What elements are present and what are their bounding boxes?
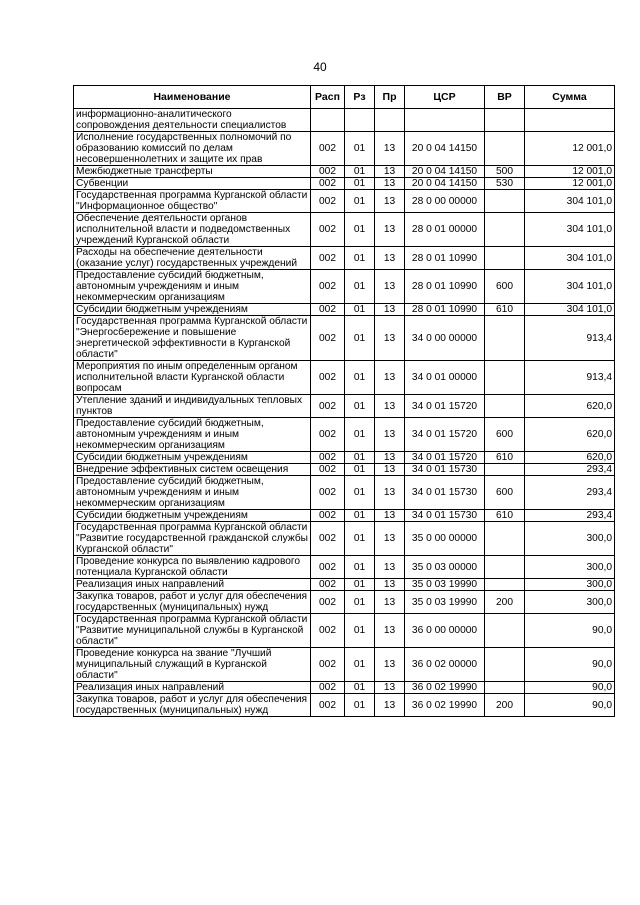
cell-name: Субсидии бюджетным учреждениям — [74, 304, 311, 316]
cell-name: Государственная программа Курганской области "Развитие государственной гражданской службы Курганской области" — [74, 522, 311, 556]
cell-pr: 13 — [375, 178, 405, 190]
table-row — [74, 132, 615, 166]
cell-csr: 34 0 01 00000 — [405, 361, 485, 395]
cell-rasp: 002 — [311, 464, 345, 476]
cell-pr: 13 — [375, 556, 405, 579]
cell-rz: 01 — [345, 579, 375, 591]
column-header-rz: Рз — [345, 86, 375, 109]
cell-rasp: 002 — [311, 522, 345, 556]
cell-csr: 34 0 01 15730 — [405, 510, 485, 522]
cell-vr: 610 — [485, 304, 525, 316]
cell-csr: 35 0 03 19990 — [405, 579, 485, 591]
cell-vr — [485, 648, 525, 682]
cell-name: Обеспечение деятельности органов исполнительной власти и подведомственных учреждений Курганской области — [74, 213, 311, 247]
cell-pr: 13 — [375, 452, 405, 464]
cell-rasp: 002 — [311, 614, 345, 648]
page-number: 40 — [313, 60, 327, 74]
cell-vr: 600 — [485, 476, 525, 510]
cell-vr: 530 — [485, 178, 525, 190]
cell-sum: 620,0 — [525, 418, 615, 452]
cell-csr: 20 0 04 14150 — [405, 178, 485, 190]
cell-rz — [345, 109, 375, 132]
cell-pr: 13 — [375, 247, 405, 270]
cell-rasp: 002 — [311, 648, 345, 682]
cell-sum: 300,0 — [525, 591, 615, 614]
cell-rasp: 002 — [311, 132, 345, 166]
cell-rasp: 002 — [311, 178, 345, 190]
cell-pr: 13 — [375, 591, 405, 614]
cell-csr: 20 0 04 14150 — [405, 132, 485, 166]
cell-sum: 12 001,0 — [525, 132, 615, 166]
cell-sum: 90,0 — [525, 614, 615, 648]
cell-csr: 28 0 01 10990 — [405, 270, 485, 304]
cell-rz: 01 — [345, 591, 375, 614]
cell-rz: 01 — [345, 270, 375, 304]
cell-vr — [485, 614, 525, 648]
cell-name: Межбюджетные трансферты — [74, 166, 311, 178]
cell-pr: 13 — [375, 614, 405, 648]
cell-vr: 200 — [485, 694, 525, 717]
cell-vr: 500 — [485, 166, 525, 178]
cell-csr: 28 0 01 10990 — [405, 247, 485, 270]
cell-vr: 610 — [485, 452, 525, 464]
cell-csr: 36 0 02 19990 — [405, 682, 485, 694]
cell-sum: 90,0 — [525, 648, 615, 682]
cell-rz: 01 — [345, 556, 375, 579]
cell-rz: 01 — [345, 694, 375, 717]
cell-csr — [405, 109, 485, 132]
table-row — [74, 316, 615, 361]
table-row — [74, 270, 615, 304]
cell-vr — [485, 109, 525, 132]
cell-name: Расходы на обеспечение деятельности (оказание услуг) государственных учреждений — [74, 247, 311, 270]
cell-sum: 12 001,0 — [525, 178, 615, 190]
cell-vr — [485, 464, 525, 476]
cell-vr — [485, 556, 525, 579]
column-header-vr: ВР — [485, 86, 525, 109]
cell-pr: 13 — [375, 476, 405, 510]
cell-vr — [485, 213, 525, 247]
table-body — [74, 109, 615, 717]
cell-csr: 28 0 01 00000 — [405, 213, 485, 247]
table-row — [74, 418, 615, 452]
cell-rz: 01 — [345, 361, 375, 395]
cell-sum: 300,0 — [525, 522, 615, 556]
cell-pr: 13 — [375, 418, 405, 452]
cell-sum: 300,0 — [525, 579, 615, 591]
cell-sum: 304 101,0 — [525, 304, 615, 316]
column-header-rasp: Расп — [311, 86, 345, 109]
cell-name: Утепление зданий и индивидуальных тепловых пунктов — [74, 395, 311, 418]
cell-name: информационно-аналитического сопровождения деятельности специалистов — [74, 109, 311, 132]
table-row — [74, 682, 615, 694]
table-row — [74, 178, 615, 190]
cell-rz: 01 — [345, 682, 375, 694]
cell-name: Государственная программа Курганской области "Энергосбережение и повышение энергетической эффективности в Курганской области" — [74, 316, 311, 361]
cell-csr: 35 0 00 00000 — [405, 522, 485, 556]
cell-sum: 293,4 — [525, 510, 615, 522]
cell-pr: 13 — [375, 682, 405, 694]
cell-sum: 620,0 — [525, 395, 615, 418]
cell-pr: 13 — [375, 316, 405, 361]
cell-name: Проведение конкурса по выявлению кадрового потенциала Курганской области — [74, 556, 311, 579]
table-row — [74, 213, 615, 247]
cell-csr: 35 0 03 19990 — [405, 591, 485, 614]
column-header-pr: Пр — [375, 86, 405, 109]
cell-name: Реализация иных направлений — [74, 579, 311, 591]
cell-rz: 01 — [345, 178, 375, 190]
cell-sum: 304 101,0 — [525, 270, 615, 304]
cell-pr — [375, 109, 405, 132]
table-row — [74, 510, 615, 522]
table-row — [74, 395, 615, 418]
cell-rasp: 002 — [311, 395, 345, 418]
cell-rasp: 002 — [311, 418, 345, 452]
cell-vr — [485, 132, 525, 166]
cell-rasp: 002 — [311, 694, 345, 717]
cell-rz: 01 — [345, 166, 375, 178]
cell-rz: 01 — [345, 304, 375, 316]
cell-sum: 304 101,0 — [525, 213, 615, 247]
cell-sum: 293,4 — [525, 464, 615, 476]
cell-csr: 20 0 04 14150 — [405, 166, 485, 178]
cell-vr — [485, 522, 525, 556]
cell-rz: 01 — [345, 316, 375, 361]
cell-csr: 34 0 01 15720 — [405, 418, 485, 452]
cell-pr: 13 — [375, 304, 405, 316]
cell-rasp: 002 — [311, 556, 345, 579]
cell-csr: 34 0 01 15720 — [405, 452, 485, 464]
cell-vr: 200 — [485, 591, 525, 614]
cell-vr — [485, 579, 525, 591]
cell-sum: 12 001,0 — [525, 166, 615, 178]
cell-sum: 304 101,0 — [525, 190, 615, 213]
cell-pr: 13 — [375, 270, 405, 304]
cell-rz: 01 — [345, 510, 375, 522]
cell-name: Государственная программа Курганской области "Информационное общество" — [74, 190, 311, 213]
column-header-csr: ЦСР — [405, 86, 485, 109]
table-row — [74, 464, 615, 476]
cell-rasp: 002 — [311, 452, 345, 464]
table-row — [74, 452, 615, 464]
cell-rz: 01 — [345, 395, 375, 418]
table-row — [74, 361, 615, 395]
table-row — [74, 247, 615, 270]
cell-name: Закупка товаров, работ и услуг для обеспечения государственных (муниципальных) нужд — [74, 694, 311, 717]
cell-csr: 36 0 00 00000 — [405, 614, 485, 648]
cell-vr — [485, 247, 525, 270]
cell-rasp — [311, 109, 345, 132]
cell-vr: 600 — [485, 270, 525, 304]
table-row — [74, 591, 615, 614]
cell-rz: 01 — [345, 247, 375, 270]
cell-sum: 300,0 — [525, 556, 615, 579]
table-row — [74, 476, 615, 510]
cell-pr: 13 — [375, 648, 405, 682]
cell-pr: 13 — [375, 166, 405, 178]
cell-pr: 13 — [375, 213, 405, 247]
cell-name: Мероприятия по иным определенным органом исполнительной власти Курганской области вопросам — [74, 361, 311, 395]
cell-vr: 600 — [485, 418, 525, 452]
cell-csr: 28 0 01 10990 — [405, 304, 485, 316]
cell-sum: 913,4 — [525, 361, 615, 395]
cell-vr — [485, 190, 525, 213]
cell-rz: 01 — [345, 614, 375, 648]
cell-name: Внедрение эффективных систем освещения — [74, 464, 311, 476]
cell-rz: 01 — [345, 476, 375, 510]
cell-name: Субсидии бюджетным учреждениям — [74, 452, 311, 464]
table-row — [74, 522, 615, 556]
cell-sum: 304 101,0 — [525, 247, 615, 270]
cell-rz: 01 — [345, 522, 375, 556]
table-row — [74, 190, 615, 213]
cell-rasp: 002 — [311, 682, 345, 694]
cell-rasp: 002 — [311, 510, 345, 522]
cell-name: Закупка товаров, работ и услуг для обеспечения государственных (муниципальных) нужд — [74, 591, 311, 614]
cell-pr: 13 — [375, 694, 405, 717]
cell-pr: 13 — [375, 522, 405, 556]
cell-sum: 913,4 — [525, 316, 615, 361]
cell-pr: 13 — [375, 510, 405, 522]
cell-vr — [485, 361, 525, 395]
cell-vr — [485, 682, 525, 694]
cell-vr — [485, 395, 525, 418]
cell-rz: 01 — [345, 132, 375, 166]
column-header-sum: Сумма — [525, 86, 615, 109]
table-header-row — [74, 86, 615, 109]
cell-csr: 36 0 02 19990 — [405, 694, 485, 717]
cell-sum: 90,0 — [525, 682, 615, 694]
cell-name: Субвенции — [74, 178, 311, 190]
cell-pr: 13 — [375, 464, 405, 476]
cell-vr — [485, 316, 525, 361]
cell-name: Проведение конкурса на звание "Лучший муниципальный служащий в Курганской области" — [74, 648, 311, 682]
cell-rasp: 002 — [311, 213, 345, 247]
cell-rasp: 002 — [311, 270, 345, 304]
table-row — [74, 579, 615, 591]
table-row — [74, 648, 615, 682]
cell-csr: 35 0 03 00000 — [405, 556, 485, 579]
cell-pr: 13 — [375, 579, 405, 591]
cell-name: Субсидии бюджетным учреждениям — [74, 510, 311, 522]
cell-csr: 34 0 01 15730 — [405, 464, 485, 476]
cell-rz: 01 — [345, 464, 375, 476]
cell-name: Предоставление субсидий бюджетным, автономным учреждениям и иным некоммерческим организациям — [74, 270, 311, 304]
cell-name: Государственная программа Курганской области "Развитие муниципальной службы в Курганской области" — [74, 614, 311, 648]
table-row — [74, 166, 615, 178]
cell-rasp: 002 — [311, 304, 345, 316]
cell-rasp: 002 — [311, 166, 345, 178]
cell-pr: 13 — [375, 361, 405, 395]
table-row — [74, 556, 615, 579]
cell-rz: 01 — [345, 190, 375, 213]
cell-pr: 13 — [375, 395, 405, 418]
cell-rz: 01 — [345, 213, 375, 247]
cell-name: Реализация иных направлений — [74, 682, 311, 694]
cell-csr: 34 0 00 00000 — [405, 316, 485, 361]
cell-rasp: 002 — [311, 579, 345, 591]
cell-sum: 90,0 — [525, 694, 615, 717]
cell-sum: 293,4 — [525, 476, 615, 510]
table-row — [74, 614, 615, 648]
cell-csr: 34 0 01 15720 — [405, 395, 485, 418]
cell-rasp: 002 — [311, 316, 345, 361]
cell-csr: 34 0 01 15730 — [405, 476, 485, 510]
column-header-name: Наименование — [74, 86, 311, 109]
table-row — [74, 694, 615, 717]
cell-rasp: 002 — [311, 476, 345, 510]
cell-csr: 28 0 00 00000 — [405, 190, 485, 213]
table-row — [74, 109, 615, 132]
cell-rasp: 002 — [311, 190, 345, 213]
cell-rz: 01 — [345, 648, 375, 682]
cell-sum — [525, 109, 615, 132]
cell-pr: 13 — [375, 132, 405, 166]
cell-rasp: 002 — [311, 591, 345, 614]
cell-rz: 01 — [345, 452, 375, 464]
cell-csr: 36 0 02 00000 — [405, 648, 485, 682]
cell-pr: 13 — [375, 190, 405, 213]
table-row — [74, 304, 615, 316]
cell-sum: 620,0 — [525, 452, 615, 464]
cell-rz: 01 — [345, 418, 375, 452]
cell-name: Исполнение государственных полномочий по образованию комиссий по делам несовершеннолетних и защите их прав — [74, 132, 311, 166]
budget-table — [73, 85, 615, 717]
cell-vr: 610 — [485, 510, 525, 522]
cell-rasp: 002 — [311, 247, 345, 270]
cell-name: Предоставление субсидий бюджетным, автономным учреждениям и иным некоммерческим организациям — [74, 476, 311, 510]
cell-rasp: 002 — [311, 361, 345, 395]
cell-name: Предоставление субсидий бюджетным, автономным учреждениям и иным некоммерческим организациям — [74, 418, 311, 452]
